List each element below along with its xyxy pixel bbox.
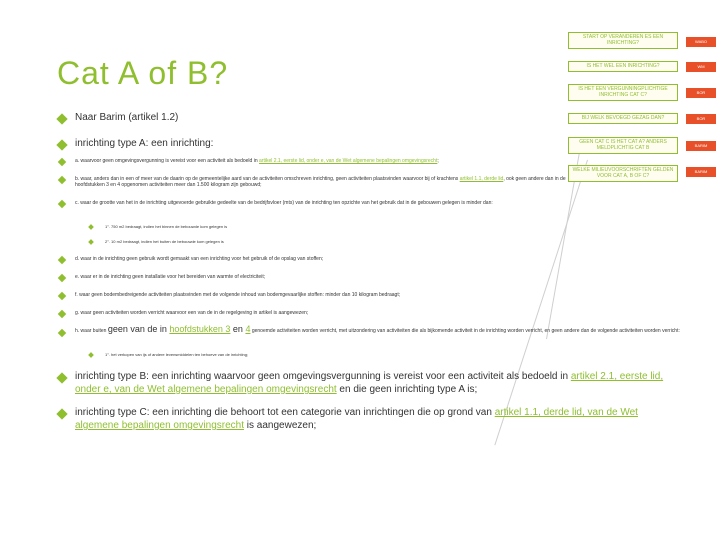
bullet-icon [58, 274, 66, 282]
bullet-icon [56, 113, 67, 124]
bullet-text: d. waar in de inrichting geen gebruik wordt gemaakt van een inrichting voor het gebruik of de opslag van stoffen; [75, 256, 324, 262]
bullet-text: e. waar er in de inrichting geen installatie voor het bereiden van warmte of electriciteit; [75, 274, 266, 280]
bullet-text: 1°. het verkopen van ijs of andere levensmiddelen ten behoeve van de inrichting; [105, 352, 249, 357]
law-link[interactable]: artikel 2.1, eerste lid, onder e, van de Wet algemene bepalingen omgevingsrecht [259, 158, 438, 164]
slide-title: Cat A of B? [57, 55, 229, 91]
flowchart-tag: BARIM [686, 167, 716, 177]
law-link[interactable]: 4 [245, 324, 251, 334]
bullet-text: c. waar de grootte van het in de inrichting uitgevoerde gebruikte gedeelte van de bedrijfsvloer (mts) van de inrichting ten opzichte van het gebruik dat in de gebouwen gelegen is minder dan: [75, 200, 493, 206]
bullet-text: a. waarvoor geen omgevingsvergunning is vereist voor een activiteit als bedoeld in artikel 2.1, eerste lid, onder e, van de Wet algemene bepalingen omgevingsrecht; [75, 158, 439, 164]
bullet-icon [58, 256, 66, 264]
flowchart-box[interactable]: IS HET WEL EEN INRICHTING? [568, 61, 678, 72]
bullet-icon [56, 408, 67, 419]
flowchart-tag: BOR [686, 88, 716, 98]
bullet-icon [88, 352, 94, 358]
flowchart-tag: WABO [686, 37, 716, 47]
law-link[interactable]: hoofdstukken 3 [169, 324, 231, 334]
bullet-icon [58, 200, 66, 208]
bullet-icon [58, 329, 66, 337]
bullet-text: inrichting type A: een inrichting: [75, 138, 214, 149]
flowchart-box[interactable]: IS HET EEN VERGUNNINGPLICHTIGE INRICHTING CAT C? [568, 84, 678, 101]
flowchart-box[interactable]: START OP VERANDEREN ES EEN INRICHTING? [568, 32, 678, 49]
bullet-icon [58, 158, 66, 166]
law-link[interactable]: artikel 2.1, eerste lid, onder e, van de Wet algemene bepalingen omgevingsrecht [75, 371, 664, 395]
bullet-text: h. waar buiten geen van de in hoofdstukken 3 en 4 genoemde activiteiten worden verricht, met uitzondering van activiteiten die als bijkomende activiteit in de inrichting worden verricht, en geen andere dan de volgende activiteiten worden verricht: [75, 324, 680, 334]
bullet-text: f. waar geen bodembedreigende activiteiten plaatsvinden met de volgende inhoud van bodemgevaarlijke stoffen: minder dan 10 kilogram bedraagt; [75, 292, 401, 298]
flowchart-box[interactable]: WELKE MILIEUVOORSCHRIFTEN GELDEN VOOR CAT A, B OF C? [568, 165, 678, 182]
bullet-icon [88, 239, 94, 245]
law-link[interactable]: artikel 1.1, derde lid, van de Wet algemene bepalingen omgevingsrecht [75, 407, 638, 431]
flowchart-box[interactable]: GEEN CAT C IS HET CAT A? ANDERS MELDPLICHTIG CAT B [568, 137, 678, 154]
bullet-text: g. waar geen activiteiten worden verricht waarvoor een van de in de regelgeving in artikel is aangewezen; [75, 310, 309, 316]
flowchart-tag: WM [686, 62, 716, 72]
bullet-text: b. waar, anders dan in een of meer van de daarin op de gemeentelijke aard van de activiteiten omschreven inrichting, geen activiteiten plaatsvinden waarvoor bij of krachtens artikel 1.1, derde lid, ook geen andere dan in de hoofdstukken 3 en 4 opgenomen activiteiten meer dan 1.500 kilogram zijn gebouwd; [75, 176, 566, 188]
bullet-text: 2°. 10 m2 bedraagt, indien het buiten de bebouwde kom gelegen is [105, 239, 224, 244]
bullet-icon [88, 224, 94, 230]
flowchart-box[interactable]: BIJ WELK BEVOEGD GEZAG DAN? [568, 113, 678, 124]
bullet-text: 1°. 750 m2 bedraagt, indien het binnen de bebouwde kom gelegen is [105, 224, 228, 229]
bullet-icon [58, 292, 66, 300]
flowchart-tag: BOR [686, 114, 716, 124]
bullet-icon [58, 176, 66, 184]
bullet-icon [56, 372, 67, 383]
bullet-text: inrichting type B: een inrichting waarvoor geen omgevingsvergunning is vereist voor een activiteit als bedoeld in artikel 2.1, eerste lid, onder e, van de Wet algemene bepalingen omgevingsrecht en die geen inrichting type A is; [75, 371, 664, 395]
bullet-text: inrichting type C: een inrichting die behoort tot een categorie van inrichtingen die op grond van artikel 1.1, derde lid, van de Wet algemene bepalingen omgevingsrecht is aangewezen; [75, 407, 638, 431]
bullet-icon [56, 139, 67, 150]
flowchart-tag: BARIM [686, 141, 716, 151]
bullet-text: Naar Barim (artikel 1.2) [75, 112, 179, 123]
bullet-icon [58, 310, 66, 318]
law-link[interactable]: artikel 1.1, derde lid [459, 176, 504, 182]
